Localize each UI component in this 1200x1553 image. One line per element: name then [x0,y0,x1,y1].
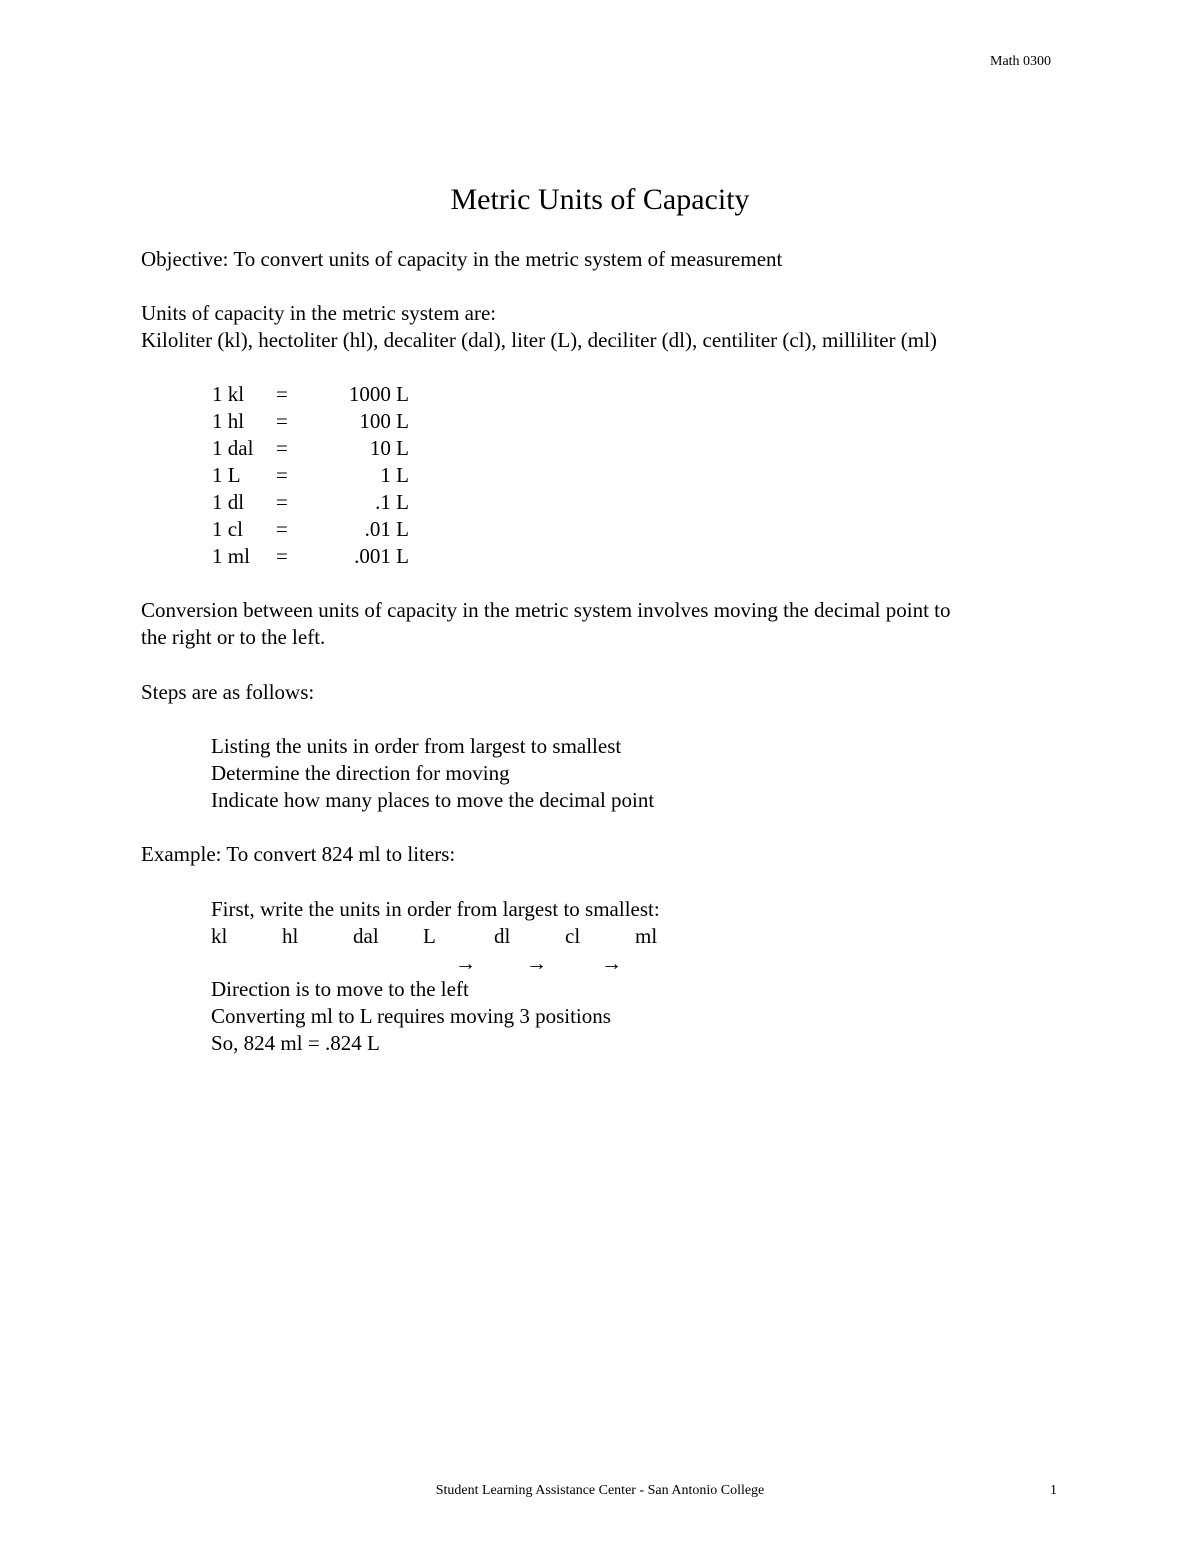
conversion-equals: = [276,517,288,541]
conversion-equals: = [276,436,288,460]
conversion-unit: 1 ml [212,544,250,568]
unit-label: dl [494,924,511,948]
conversion-note-line1: Conversion between units of capacity in the metric system involves moving the decimal point to [141,598,951,622]
list-item: Determine the direction for moving [211,761,510,785]
units-intro-text: Units of capacity in the metric system are: [141,301,497,325]
right-arrow-icon: → [601,951,622,975]
conversion-equals: = [276,409,288,433]
steps-intro-text: Steps are as follows: [141,680,315,704]
footer-text: Student Learning Assistance Center - San Antonio College [435,1483,765,1498]
conversion-unit: 1 hl [212,409,245,433]
unit-label: kl [211,924,228,948]
course-header: Math 0300 [990,54,1052,69]
conversion-unit: 1 cl [212,517,243,541]
conversion-value: .01 L [364,517,409,541]
objective-text: Objective: To convert units of capacity in the metric system of measurement [141,247,783,271]
conversion-equals: = [276,382,288,406]
page-number: 1 [1050,1483,1057,1498]
units-order-row [0,923,800,950]
conversion-unit: 1 dal [212,436,254,460]
unit-label: L [423,924,436,948]
example-intro-text: Example: To convert 824 ml to liters: [141,842,456,866]
unit-label: ml [635,924,658,948]
right-arrow-icon: → [455,951,476,975]
example-result: So, 824 ml = .824 L [211,1031,380,1055]
conversion-value: .1 L [375,490,409,514]
conversion-value: 1000 L [348,382,409,406]
conversion-row [0,543,500,570]
conversion-row [0,462,500,489]
conversion-unit: 1 dl [212,490,245,514]
page-title: Metric Units of Capacity [450,183,750,216]
conversion-value: .001 L [354,544,409,568]
unit-label: dal [353,924,379,948]
conversion-row [0,516,500,543]
conversion-value: 1 L [380,463,409,487]
right-arrow-icon: → [526,951,547,975]
example-positions: Converting ml to L requires moving 3 positions [211,1004,611,1028]
conversion-equals: = [276,544,288,568]
list-item: Listing the units in order from largest to smallest [211,734,622,758]
conversion-value: 100 L [359,409,409,433]
conversion-note-line2: the right or to the left. [141,625,326,649]
conversion-equals: = [276,463,288,487]
conversion-equals: = [276,490,288,514]
unit-label: hl [282,924,299,948]
example-direction: Direction is to move to the left [211,977,469,1001]
example-first-line: First, write the units in order from largest to smallest: [211,897,660,921]
conversion-unit: 1 kl [212,382,245,406]
conversion-row [0,489,500,516]
conversion-value: 10 L [369,436,409,460]
conversion-row [0,381,500,408]
list-item: Indicate how many places to move the decimal point [211,788,655,812]
conversion-row [0,408,500,435]
units-list-text: Kiloliter (kl), hectoliter (hl), decaliter (dal), liter (L), deciliter (dl), centiliter (cl), milliliter (ml) [141,328,937,352]
direction-arrows-row [0,950,800,977]
conversion-unit: 1 L [212,463,241,487]
unit-label: cl [565,924,581,948]
conversion-row [0,435,500,462]
